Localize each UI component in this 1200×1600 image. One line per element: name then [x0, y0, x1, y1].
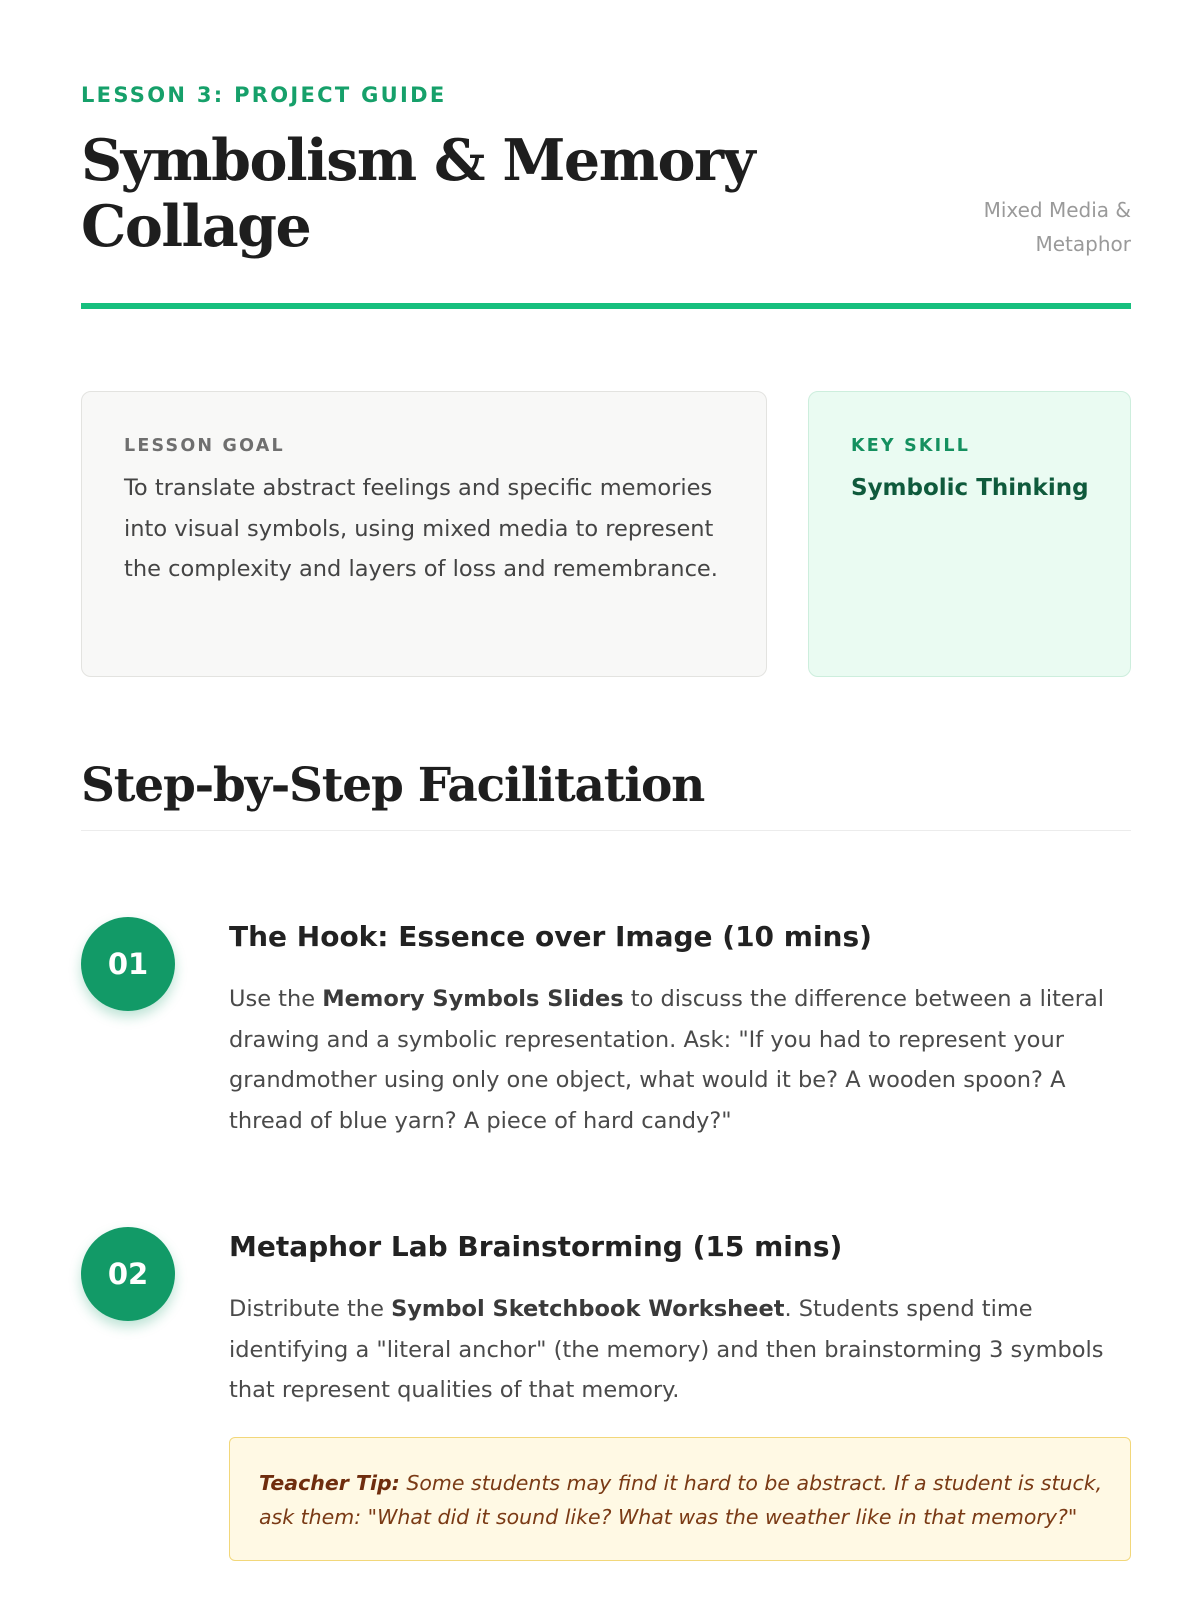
- lesson-header: [81, 0, 1131, 310]
- teacher-tip-text: Some students may find it hard to be abstract. If a student is stuck, ask them: "What did it sound like? What was the weather like in that memory?": [259, 1471, 1103, 1529]
- teacher-tip-callout: [229, 1437, 1131, 1561]
- step-title: The Hook: Essence over Image (10 mins): [229, 920, 872, 953]
- step-text-lead: Distribute the: [229, 1296, 392, 1322]
- header-divider: [81, 303, 1131, 309]
- key-skill-label: KEY SKILL: [851, 436, 971, 456]
- key-skill-text: Symbolic Thinking: [851, 475, 1089, 501]
- resource-name: Memory Symbols Slides: [322, 986, 624, 1012]
- step-text-lead: Use the: [229, 986, 323, 1012]
- resource-name: Symbol Sketchbook Worksheet: [391, 1296, 785, 1322]
- lesson-goal-label: LESSON GOAL: [124, 436, 285, 456]
- step-body: [229, 1227, 1131, 1411]
- step-description: [229, 979, 1131, 1141]
- key-skill-card: [808, 391, 1131, 677]
- step-number-badge: 01: [81, 917, 175, 1011]
- section-divider: [81, 830, 1131, 831]
- page-title: Symbolism & Memory Collage: [81, 127, 755, 260]
- section-title: Step-by-Step Facilitation: [81, 758, 705, 813]
- step-text-rest: to discuss the difference between a literal drawing and a symbolic representation. Ask: "If you had to represent your grandmother using only one object, what would it be? A wooden spoon? A thread of blue yarn? A piece of hard candy?": [229, 986, 1105, 1134]
- teacher-tip-label: Teacher Tip:: [259, 1471, 400, 1495]
- step-body: [229, 917, 1131, 1141]
- lesson-eyebrow: LESSON 3: PROJECT GUIDE: [81, 83, 447, 107]
- step-text-rest: . Students spend time identifying a "literal anchor" (the memory) and then brainstorming 3 symbols that represent qualities of that memory.: [229, 1296, 1104, 1403]
- lesson-goal-card: [81, 391, 767, 677]
- step-title: Metaphor Lab Brainstorming (15 mins): [229, 1230, 843, 1263]
- step-description: [229, 1289, 1131, 1411]
- lesson-subtitle: Mixed Media & Metaphor: [983, 198, 1131, 256]
- lesson-goal-text: To translate abstract feelings and specific memories into visual symbols, using mixed media to represent the complexity and layers of loss and remembrance.: [124, 475, 718, 582]
- step-number-badge: 02: [81, 1227, 175, 1321]
